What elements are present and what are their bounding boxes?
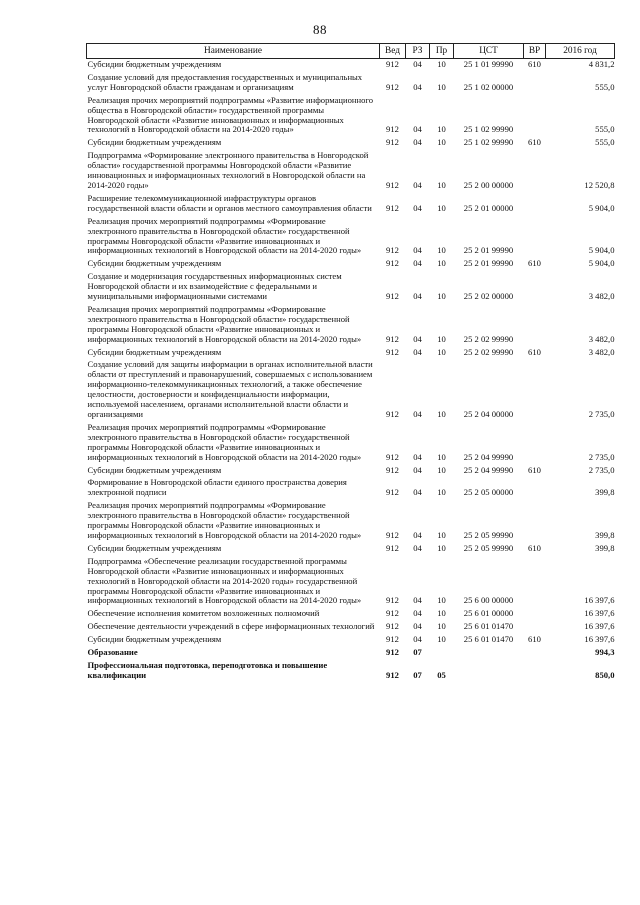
table-body	[87, 59, 615, 683]
row-cst: 25 6 01 01470	[463, 634, 514, 645]
row-amount: 399,8	[595, 529, 615, 540]
row-vr: 610	[528, 258, 541, 269]
row-pr: 10	[437, 124, 446, 135]
row-name: Субсидии бюджетным учреждениям	[87, 542, 222, 553]
row-vr	[524, 193, 546, 216]
row-vr: 610	[528, 542, 541, 553]
row-name: Субсидии бюджетным учреждениям	[87, 258, 222, 269]
row-ved: 912	[386, 634, 399, 645]
row-cst: 25 2 01 99990	[463, 245, 514, 256]
row-amount: 399,8	[595, 542, 615, 553]
row-amount: 3 482,0	[588, 333, 615, 344]
table-row	[87, 422, 615, 465]
row-name: Субсидии бюджетным учреждениям	[87, 634, 222, 645]
row-vr	[524, 500, 546, 543]
row-cst: 25 2 02 99990	[463, 333, 514, 344]
row-ved: 912	[386, 647, 399, 658]
row-ved: 912	[386, 608, 399, 619]
row-pr: 10	[437, 451, 446, 462]
row-ved: 912	[386, 669, 399, 680]
row-rz: 07	[413, 669, 422, 680]
table-row	[87, 72, 615, 95]
row-name: Субсидии бюджетным учреждениям	[87, 464, 222, 475]
row-pr: 10	[437, 59, 446, 69]
row-pr: 10	[437, 81, 446, 92]
table-row	[87, 465, 615, 478]
row-rz: 04	[413, 137, 422, 148]
row-pr: 10	[437, 542, 446, 553]
table-row	[87, 543, 615, 556]
row-ved: 912	[386, 487, 399, 498]
row-vr	[524, 660, 546, 683]
row-cst: 25 2 05 99990	[463, 542, 514, 553]
row-ved: 912	[386, 595, 399, 606]
row-name: Создание и модернизация государственных информационных систем Новгородской области и их взаимодействие с федеральными и муниципальными информационными системами	[87, 271, 342, 302]
row-ved: 912	[386, 409, 399, 419]
row-name: Реализация прочих мероприятий подпрограммы «Формирование электронного правительства в Новгородской области» государственной программы Новгородской области «Развитие инновационных и информационных технологий в Новгородской области на 2014-2020 годы»	[87, 215, 362, 256]
row-ved: 912	[386, 202, 399, 213]
row-cst: 25 2 04 99990	[463, 451, 514, 462]
table-row	[87, 500, 615, 543]
row-rz: 04	[413, 59, 422, 69]
table-row	[87, 621, 615, 634]
row-pr: 10	[437, 464, 446, 475]
row-vr	[524, 556, 546, 609]
table-row	[87, 271, 615, 304]
row-rz: 04	[413, 179, 422, 190]
row-name: Обеспечение деятельности учреждений в сфере информационных технологий	[87, 621, 375, 632]
row-rz: 04	[413, 542, 422, 553]
row-cst: 25 2 01 00000	[463, 202, 514, 213]
table-header	[87, 44, 615, 59]
row-rz: 04	[413, 621, 422, 632]
row-vr	[524, 150, 546, 193]
table-row	[87, 95, 615, 138]
row-cst: 25 6 00 00000	[463, 595, 514, 606]
row-pr: 05	[437, 669, 446, 680]
row-ved: 912	[386, 291, 399, 302]
row-amount: 555,0	[595, 124, 615, 135]
header-vr: ВР	[524, 44, 546, 59]
row-name: Обеспечение исполнения комитетом возложенных полномочий	[87, 608, 320, 619]
budget-table	[86, 43, 615, 683]
row-name: Субсидии бюджетным учреждениям	[87, 346, 222, 357]
row-amount: 16 397,6	[584, 595, 615, 606]
row-rz: 04	[413, 333, 422, 344]
row-name: Образование	[87, 647, 138, 658]
row-vr	[524, 216, 546, 259]
row-vr	[524, 359, 546, 421]
row-pr: 10	[437, 245, 446, 256]
row-name: Субсидии бюджетным учреждениям	[87, 137, 222, 148]
row-rz: 04	[413, 291, 422, 302]
page-number: 88	[313, 22, 327, 37]
header-rz: РЗ	[406, 44, 430, 59]
row-pr	[430, 647, 454, 660]
table-row	[87, 647, 615, 660]
row-rz: 04	[413, 245, 422, 256]
row-pr: 10	[437, 529, 446, 540]
row-rz: 04	[413, 608, 422, 619]
row-pr: 10	[437, 595, 446, 606]
row-name: Формирование в Новгородской области единого пространства доверия электронной подписи	[87, 477, 347, 498]
row-pr: 10	[437, 409, 446, 419]
row-cst: 25 6 01 00000	[463, 608, 514, 619]
row-amount: 2 735,0	[588, 451, 615, 462]
row-cst: 25 2 05 00000	[463, 487, 514, 498]
header-name: Наименование	[87, 44, 380, 59]
row-ved: 912	[386, 258, 399, 269]
row-name: Реализация прочих мероприятий подпрограммы «Формирование электронного правительства в Новгородской области» государственной программы Новгородской области «Развитие инновационных и информационных технологий в Новгородской области на 2014-2020 годы»	[87, 303, 362, 344]
table-row	[87, 660, 615, 683]
row-pr: 10	[437, 137, 446, 148]
row-pr: 10	[437, 608, 446, 619]
row-cst: 25 2 00 00000	[463, 179, 514, 190]
row-cst: 25 1 02 99990	[463, 124, 514, 135]
row-vr	[524, 477, 546, 500]
row-pr: 10	[437, 202, 446, 213]
table-row	[87, 304, 615, 347]
row-rz: 04	[413, 634, 422, 645]
row-name: Реализация прочих мероприятий подпрограммы «Развитие информационного общества в Новгородской области» государственной программы Новгородской области «Развитие инновационных и информационных технологий в Новгородской области на 2014-2020 годы»	[87, 94, 374, 135]
row-ved: 912	[386, 346, 399, 357]
row-name: Реализация прочих мероприятий подпрограммы «Формирование электронного правительства в Новгородской области» государственной программы Новгородской области «Развитие инновационных и информационных технологий в Новгородской области на 2014-2020 годы»	[87, 421, 362, 462]
row-cst	[454, 660, 524, 683]
row-ved: 912	[386, 59, 399, 69]
row-cst: 25 2 02 99990	[463, 346, 514, 357]
row-vr	[524, 647, 546, 660]
row-amount: 5 904,0	[588, 258, 615, 269]
row-ved: 912	[386, 124, 399, 135]
row-pr: 10	[437, 487, 446, 498]
row-ved: 912	[386, 621, 399, 632]
header-pr: Пр	[430, 44, 454, 59]
row-pr: 10	[437, 346, 446, 357]
row-amount: 3 482,0	[588, 291, 615, 302]
row-amount: 399,8	[595, 487, 615, 498]
row-amount: 5 904,0	[588, 202, 615, 213]
row-pr: 10	[437, 333, 446, 344]
row-rz: 04	[413, 529, 422, 540]
row-ved: 912	[386, 81, 399, 92]
table-row	[87, 137, 615, 150]
row-amount: 4 831,2	[588, 59, 615, 69]
row-cst: 25 2 02 00000	[463, 291, 514, 302]
row-cst: 25 2 05 99990	[463, 529, 514, 540]
row-vr	[524, 72, 546, 95]
row-vr	[524, 95, 546, 138]
row-pr: 10	[437, 634, 446, 645]
table-row	[87, 634, 615, 647]
row-rz: 04	[413, 409, 422, 419]
row-name: Подпрограмма «Формирование электронного правительства в Новгородской области» государственной программы Новгородской области «Развитие инновационных и информационных технологий в Новгородской области на 2014-2020 годы»	[87, 150, 369, 190]
row-cst	[454, 647, 524, 660]
row-rz: 04	[413, 487, 422, 498]
row-vr: 610	[528, 464, 541, 475]
row-vr: 610	[528, 346, 541, 357]
row-amount: 555,0	[595, 137, 615, 148]
row-ved: 912	[386, 464, 399, 475]
row-amount: 994,3	[595, 647, 615, 658]
row-amount: 2 735,0	[588, 409, 615, 419]
row-name: Расширение телекоммуникационной инфраструктуры органов государственной власти области и органов местного самоуправления области	[87, 192, 372, 213]
row-rz: 04	[413, 595, 422, 606]
row-cst: 25 6 01 01470	[463, 621, 514, 632]
row-vr: 610	[528, 634, 541, 645]
row-name: Подпрограмма «Обеспечение реализации государственной программы Новгородской области «Развитие инновационных и информационных технологий в Новгородской области на 2014-2020 годы» государственной программы Новгородской области «Развитие инновационных и информационных технологий в Новгородской области на 2014-2020 годы»	[87, 555, 362, 606]
row-name: Создание условий для предоставления государственных и муниципальных услуг Новгородской области гражданам и организациям	[87, 71, 363, 92]
row-rz: 04	[413, 81, 422, 92]
row-ved: 912	[386, 137, 399, 148]
row-vr	[524, 608, 546, 621]
row-rz: 07	[413, 647, 422, 658]
row-pr: 10	[437, 621, 446, 632]
row-amount: 555,0	[595, 81, 615, 92]
row-cst: 25 1 02 99990	[463, 137, 514, 148]
row-amount: 850,0	[595, 669, 615, 680]
row-name: Субсидии бюджетным учреждениям	[87, 59, 222, 69]
header-cst: ЦСТ	[454, 44, 524, 59]
row-vr	[524, 271, 546, 304]
row-cst: 25 1 02 00000	[463, 81, 514, 92]
row-amount: 16 397,6	[584, 634, 615, 645]
row-amount: 16 397,6	[584, 621, 615, 632]
row-ved: 912	[386, 451, 399, 462]
row-ved: 912	[386, 333, 399, 344]
row-ved: 912	[386, 179, 399, 190]
row-pr: 10	[437, 291, 446, 302]
row-pr: 10	[437, 258, 446, 269]
table-row	[87, 347, 615, 360]
row-rz: 04	[413, 124, 422, 135]
row-rz: 04	[413, 464, 422, 475]
row-amount: 5 904,0	[588, 245, 615, 256]
row-name: Профессиональная подготовка, переподготовка и повышение квалификации	[87, 659, 328, 680]
row-cst: 25 1 01 99990	[463, 59, 514, 69]
row-cst: 25 2 04 00000	[463, 409, 514, 419]
row-vr	[524, 304, 546, 347]
table-row	[87, 59, 615, 72]
row-amount: 2 735,0	[588, 464, 615, 475]
row-vr: 610	[528, 59, 541, 69]
row-rz: 04	[413, 451, 422, 462]
row-cst: 25 2 01 99990	[463, 258, 514, 269]
header-amount: 2016 год	[546, 44, 615, 59]
table-row	[87, 608, 615, 621]
row-ved: 912	[386, 529, 399, 540]
table-row	[87, 216, 615, 259]
header-ved: Вед	[380, 44, 406, 59]
row-name: Создание условий для защиты информации в органах исполнительной власти области от преступлений и правонарушений, совершаемых с использованием информационно-телекоммуникационных технологий, а также обеспечение целостности, достоверности и конфиденциальности информации, используемой населением, органами исполнительной власти области и организациями	[87, 359, 373, 419]
table-row	[87, 556, 615, 609]
row-amount: 3 482,0	[588, 346, 615, 357]
table-row	[87, 258, 615, 271]
row-vr: 610	[528, 137, 541, 148]
row-amount: 12 520,8	[584, 179, 615, 190]
row-cst: 25 2 04 99990	[463, 464, 514, 475]
row-rz: 04	[413, 202, 422, 213]
table-row	[87, 359, 615, 421]
table-row	[87, 150, 615, 193]
row-amount: 16 397,6	[584, 608, 615, 619]
row-vr	[524, 422, 546, 465]
table-row	[87, 477, 615, 500]
row-vr	[524, 621, 546, 634]
row-name: Реализация прочих мероприятий подпрограммы «Формирование электронного правительства в Новгородской области» государственной программы Новгородской области «Развитие инновационных и информационных технологий в Новгородской области на 2014-2020 годы»	[87, 500, 362, 540]
row-rz: 04	[413, 258, 422, 269]
row-ved: 912	[386, 542, 399, 553]
row-pr: 10	[437, 179, 446, 190]
row-ved: 912	[386, 245, 399, 256]
table-row	[87, 193, 615, 216]
row-rz: 04	[413, 346, 422, 357]
